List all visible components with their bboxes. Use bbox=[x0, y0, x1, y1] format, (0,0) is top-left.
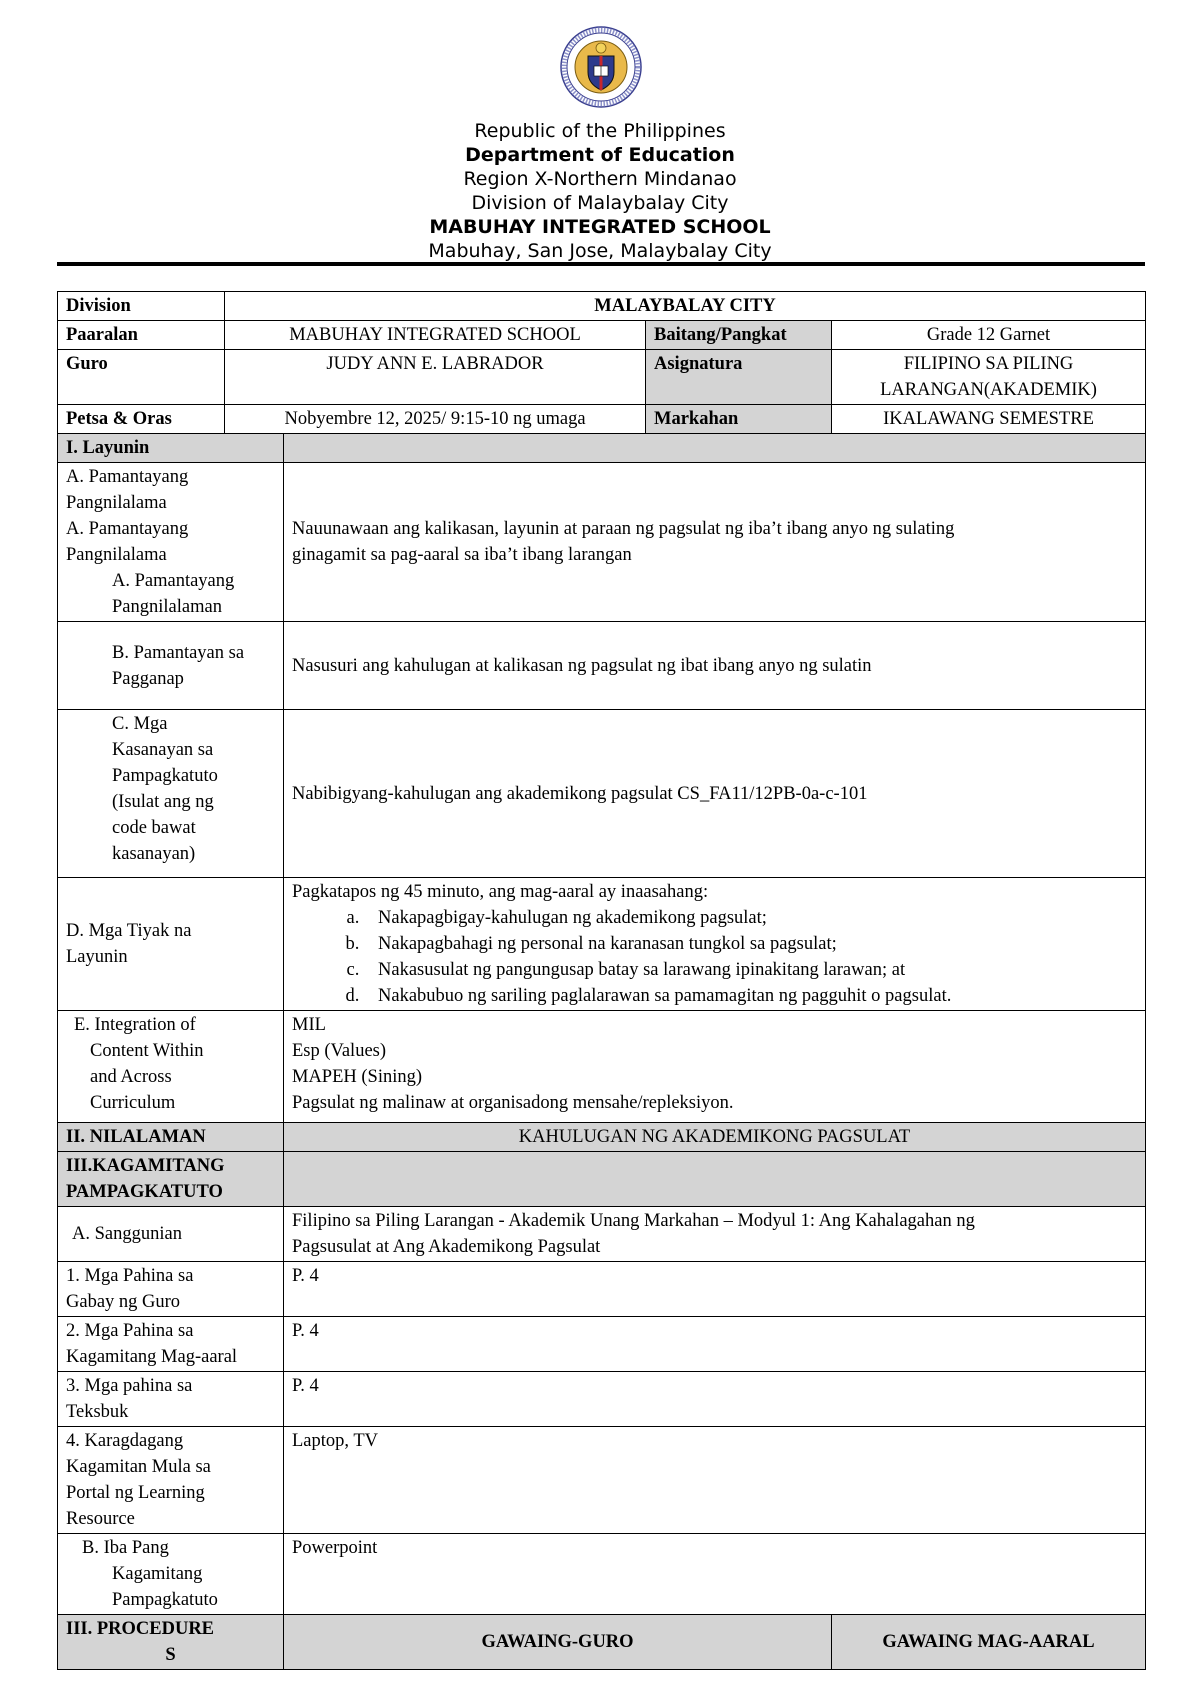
header-department: Department of Education bbox=[465, 144, 735, 166]
content-standard-label: A. Pamantayang Pangnilalama A. Pamantayang Pangnilalama A. Pamantayang Pangnilalaman bbox=[58, 463, 284, 622]
school-label: Paaralan bbox=[58, 321, 225, 350]
content-value: KAHULUGAN NG AKADEMIKONG PAGSULAT bbox=[284, 1123, 1146, 1152]
student-activity-header: GAWAING MAG-AARAL bbox=[832, 1615, 1146, 1670]
learner-material-value: P. 4 bbox=[284, 1317, 1146, 1372]
lr-portal-value: Laptop, TV bbox=[284, 1427, 1146, 1534]
header-republic: Republic of the Philippines bbox=[474, 120, 726, 142]
other-resources-value: Powerpoint bbox=[284, 1534, 1146, 1615]
competency-row bbox=[58, 710, 1146, 878]
integration-row bbox=[58, 1011, 1146, 1123]
lr-portal-row bbox=[58, 1427, 1146, 1534]
division-row bbox=[58, 292, 1146, 321]
specific-objectives-label: D. Mga Tiyak na Layunin bbox=[58, 878, 284, 1011]
list-item: c. Nakasusulat ng pangungusap batay sa larawang ipinakitang larawan; at bbox=[364, 957, 1137, 983]
specific-objectives-row bbox=[58, 878, 1146, 1011]
teacher-guide-value: P. 4 bbox=[284, 1262, 1146, 1317]
content-standard-row bbox=[58, 463, 1146, 622]
textbook-label: 3. Mga pahina sa Teksbuk bbox=[58, 1372, 284, 1427]
header-divider bbox=[57, 262, 1145, 266]
teacher-label: Guro bbox=[58, 350, 225, 405]
other-resources-row bbox=[58, 1534, 1146, 1615]
references-label: A. Sanggunian bbox=[58, 1207, 284, 1262]
teacher-value: JUDY ANN E. LABRADOR bbox=[225, 350, 646, 405]
header-region: Region X-Northern Mindanao bbox=[463, 168, 737, 190]
integration-content: MIL Esp (Values) MAPEH (Sining) Pagsulat ng malinaw at organisadong mensahe/repleksiyon. bbox=[284, 1011, 1146, 1123]
teacher-guide-row bbox=[58, 1262, 1146, 1317]
performance-standard-text: Nasusuri ang kahulugan at kalikasan ng pagsulat ng ibat ibang anyo ng sulatin bbox=[284, 622, 1146, 710]
division-label: Division bbox=[58, 292, 225, 321]
deped-seal-logo bbox=[560, 26, 642, 108]
teacher-row bbox=[58, 350, 1146, 405]
header-school: MABUHAY INTEGRATED SCHOOL bbox=[429, 216, 771, 238]
list-item: b. Nakapagbahagi ng personal na karanasan tungkol sa pagsulat; bbox=[364, 931, 1137, 957]
subject-value: FILIPINO SA PILING LARANGAN(AKADEMIK) bbox=[832, 350, 1146, 405]
textbook-row bbox=[58, 1372, 1146, 1427]
other-resources-label: B. Iba Pang Kagamitang Pampagkatuto bbox=[58, 1534, 284, 1615]
date-label: Petsa & Oras bbox=[58, 405, 225, 434]
content-standard-text: Nauunawaan ang kalikasan, layunin at paraan ng pagsulat ng iba’t ibang anyo ng sulating ginagamit sa pag-aaral sa iba’t ibang larangan bbox=[284, 463, 1146, 622]
integration-label: E. Integration of Content Within and Across Curriculum bbox=[58, 1011, 284, 1123]
division-value: MALAYBALAY CITY bbox=[225, 292, 1146, 321]
procedures-label: III. PROCEDURE S bbox=[58, 1615, 284, 1670]
specific-objectives-content: Pagkatapos ng 45 minuto, ang mag-aaral ay inaasahang: a. Nakapagbigay-kahulugan ng akademikong pagsulat; b. Nakapagbahagi ng personal na karanasan tungkol sa pagsulat; c. Nakasusulat ng pangungusap batay sa larawang ipinakitang larawan; at d. Nakabubuo ng sariling paglalarawan sa pamamagitan ng pagguhit o pagsulat. bbox=[284, 878, 1146, 1011]
references-row bbox=[58, 1207, 1146, 1262]
daily-lesson-log-table bbox=[57, 291, 1146, 1670]
school-row bbox=[58, 321, 1146, 350]
content-row bbox=[58, 1123, 1146, 1152]
quarter-label: Markahan bbox=[646, 405, 832, 434]
date-row bbox=[58, 405, 1146, 434]
learner-material-label: 2. Mga Pahina sa Kagamitang Mag-aaral bbox=[58, 1317, 284, 1372]
lr-portal-label: 4. Karagdagang Kagamitan Mula sa Portal ng Learning Resource bbox=[58, 1427, 284, 1534]
resources-heading-row bbox=[58, 1152, 1146, 1207]
teacher-activity-header: GAWAING-GURO bbox=[284, 1615, 832, 1670]
specific-objectives-list bbox=[292, 905, 1137, 1009]
objectives-heading-row bbox=[58, 434, 1146, 463]
objectives-heading: I. Layunin bbox=[58, 434, 284, 463]
performance-standard-label: B. Pamantayan sa Pagganap bbox=[58, 622, 284, 710]
school-value: MABUHAY INTEGRATED SCHOOL bbox=[225, 321, 646, 350]
list-item: d. Nakabubuo ng sariling paglalarawan sa pamamagitan ng pagguhit o pagsulat. bbox=[364, 983, 1137, 1009]
content-label: II. NILALAMAN bbox=[58, 1123, 284, 1152]
procedures-row bbox=[58, 1615, 1146, 1670]
competency-label: C. Mga Kasanayan sa Pampagkatuto (Isulat ang ng code bawat kasanayan) bbox=[58, 710, 284, 878]
grade-label: Baitang/Pangkat bbox=[646, 321, 832, 350]
header-address: Mabuhay, San Jose, Malaybalay City bbox=[428, 240, 772, 262]
header-division: Division of Malaybalay City bbox=[471, 192, 729, 214]
learner-material-row bbox=[58, 1317, 1146, 1372]
references-text: Filipino sa Piling Larangan - Akademik Unang Markahan – Modyul 1: Ang Kahalagahan ng Pagsusulat at Ang Akademikong Pagsulat bbox=[284, 1207, 1146, 1262]
list-item: a. Nakapagbigay-kahulugan ng akademikong pagsulat; bbox=[364, 905, 1137, 931]
teacher-guide-label: 1. Mga Pahina sa Gabay ng Guro bbox=[58, 1262, 284, 1317]
quarter-value: IKALAWANG SEMESTRE bbox=[832, 405, 1146, 434]
resources-heading: III.KAGAMITANG PAMPAGKATUTO bbox=[58, 1152, 284, 1207]
performance-standard-row bbox=[58, 622, 1146, 710]
date-value: Nobyembre 12, 2025/ 9:15-10 ng umaga bbox=[225, 405, 646, 434]
subject-label: Asignatura bbox=[646, 350, 832, 405]
textbook-value: P. 4 bbox=[284, 1372, 1146, 1427]
competency-text: Nabibigyang-kahulugan ang akademikong pagsulat CS_FA11/12PB-0a-c-101 bbox=[284, 710, 1146, 878]
grade-value: Grade 12 Garnet bbox=[832, 321, 1146, 350]
